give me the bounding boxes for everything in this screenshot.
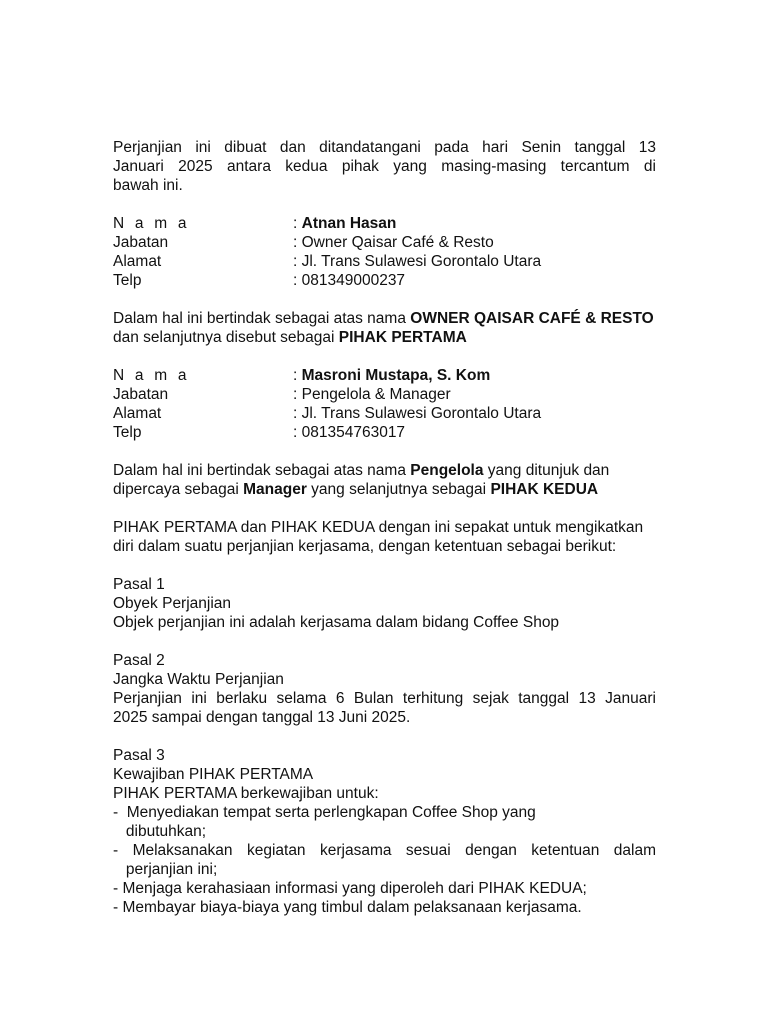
colon: :: [293, 367, 302, 384]
party2-details: [113, 366, 656, 442]
position-label: Jabatan: [113, 386, 169, 403]
intro-line: Perjanjian ini dibuat dan ditandatangani pada hari Senin tanggal 13: [113, 139, 656, 156]
name-label: N a m a: [113, 367, 190, 384]
position-label: Jabatan: [113, 234, 169, 251]
party1-address-row: [113, 252, 656, 271]
statement-text: dan selanjutnya disebut sebagai: [113, 329, 339, 346]
obligation-line: - Menjaga kerahasiaan informasi yang diperoleh dari PIHAK KEDUA;: [113, 880, 587, 897]
position-value: : Owner Qaisar Café & Resto: [293, 234, 494, 251]
obligation-line: - Membayar biaya-biaya yang timbul dalam pelaksanaan kerjasama.: [113, 899, 582, 916]
party2-phone-row: [113, 423, 656, 442]
party2-address-row: [113, 404, 656, 423]
pasal-body: 2025 sampai dengan tanggal 13 Juni 2025.: [113, 709, 411, 726]
party1-details: [113, 214, 656, 290]
pasal-intro: PIHAK PERTAMA berkewajiban untuk:: [113, 785, 379, 802]
statement-text: Dalam hal ini bertindak sebagai atas nama: [113, 310, 411, 327]
obligation-line: - Melaksanakan kegiatan kerjasama sesuai dengan ketentuan dalam: [113, 842, 656, 859]
phone-label: Telp: [113, 424, 142, 441]
bold-term: Pengelola: [410, 462, 484, 479]
role-name: PIHAK KEDUA: [490, 481, 599, 498]
role-name: PIHAK PERTAMA: [338, 329, 467, 346]
party1-name-row: [113, 214, 656, 233]
name-value: [293, 366, 656, 385]
obligation-item: [113, 879, 656, 898]
obligation-item: [113, 898, 656, 917]
party1-phone-row: [113, 271, 656, 290]
pasal-number: Pasal 3: [113, 747, 165, 764]
bold-term: Manager: [243, 481, 307, 498]
intro-line: Januari 2025 antara kedua pihak yang masing-masing tercantum di: [113, 158, 656, 175]
statement-text: dipercaya sebagai: [113, 481, 244, 498]
party2-position-row: [113, 385, 656, 404]
position-value: : Pengelola & Manager: [293, 386, 451, 403]
party2-statement: [113, 461, 656, 499]
obligation-item: [113, 841, 656, 879]
address-value: : Jl. Trans Sulawesi Gorontalo Utara: [293, 253, 542, 270]
party2-name-row: [113, 366, 656, 385]
statement-text: yang ditunjuk dan: [483, 462, 610, 479]
party1-name: Atnan Hasan: [301, 215, 397, 232]
statement-line: [113, 328, 656, 347]
agreement-line: diri dalam suatu perjanjian kerjasama, dengan ketentuan sebagai berikut:: [113, 538, 617, 555]
obligation-line: dibutuhkan;: [113, 823, 207, 840]
pasal-body: Objek perjanjian ini adalah kerjasama dalam bidang Coffee Shop: [113, 614, 560, 631]
agreement-line: PIHAK PERTAMA dan PIHAK KEDUA dengan ini sepakat untuk mengikatkan: [113, 519, 644, 536]
pasal-body: Perjanjian ini berlaku selama 6 Bulan terhitung sejak tanggal 13 Januari: [113, 690, 656, 707]
address-value: : Jl. Trans Sulawesi Gorontalo Utara: [293, 405, 542, 422]
company-name: OWNER QAISAR CAFÉ & RESTO: [410, 310, 654, 327]
pasal-title: Jangka Waktu Perjanjian: [113, 671, 284, 688]
obligation-line: - Menyediakan tempat serta perlengkapan Coffee Shop yang: [113, 804, 536, 821]
statement-text: yang selanjutnya sebagai: [306, 481, 491, 498]
obligation-line: perjanjian ini;: [113, 861, 218, 878]
pasal-title: Obyek Perjanjian: [113, 595, 232, 612]
address-label: Alamat: [113, 405, 162, 422]
statement-text: Dalam hal ini bertindak sebagai atas nama: [113, 462, 411, 479]
statement-line: [113, 461, 656, 480]
phone-value: : 081349000237: [293, 272, 406, 289]
document-page: [113, 138, 656, 917]
statement-line: [113, 309, 656, 328]
statement-line: [113, 480, 656, 499]
intro-line: bawah ini.: [113, 177, 183, 194]
name-value: [293, 214, 656, 233]
name-label: N a m a: [113, 215, 190, 232]
party2-name: Masroni Mustapa, S. Kom: [301, 367, 491, 384]
pasal-number: Pasal 2: [113, 652, 165, 669]
pasal-1: [113, 575, 656, 632]
pasal-title: Kewajiban PIHAK PERTAMA: [113, 766, 314, 783]
agreement-paragraph: [113, 518, 656, 556]
address-label: Alamat: [113, 253, 162, 270]
colon: :: [293, 215, 302, 232]
party1-position-row: [113, 233, 656, 252]
pasal-3: [113, 746, 656, 917]
obligation-item: [113, 803, 656, 841]
party1-statement: [113, 309, 656, 347]
pasal-2: [113, 651, 656, 727]
intro-paragraph: [113, 138, 656, 195]
pasal-number: Pasal 1: [113, 576, 165, 593]
phone-label: Telp: [113, 272, 142, 289]
phone-value: : 081354763017: [293, 424, 406, 441]
